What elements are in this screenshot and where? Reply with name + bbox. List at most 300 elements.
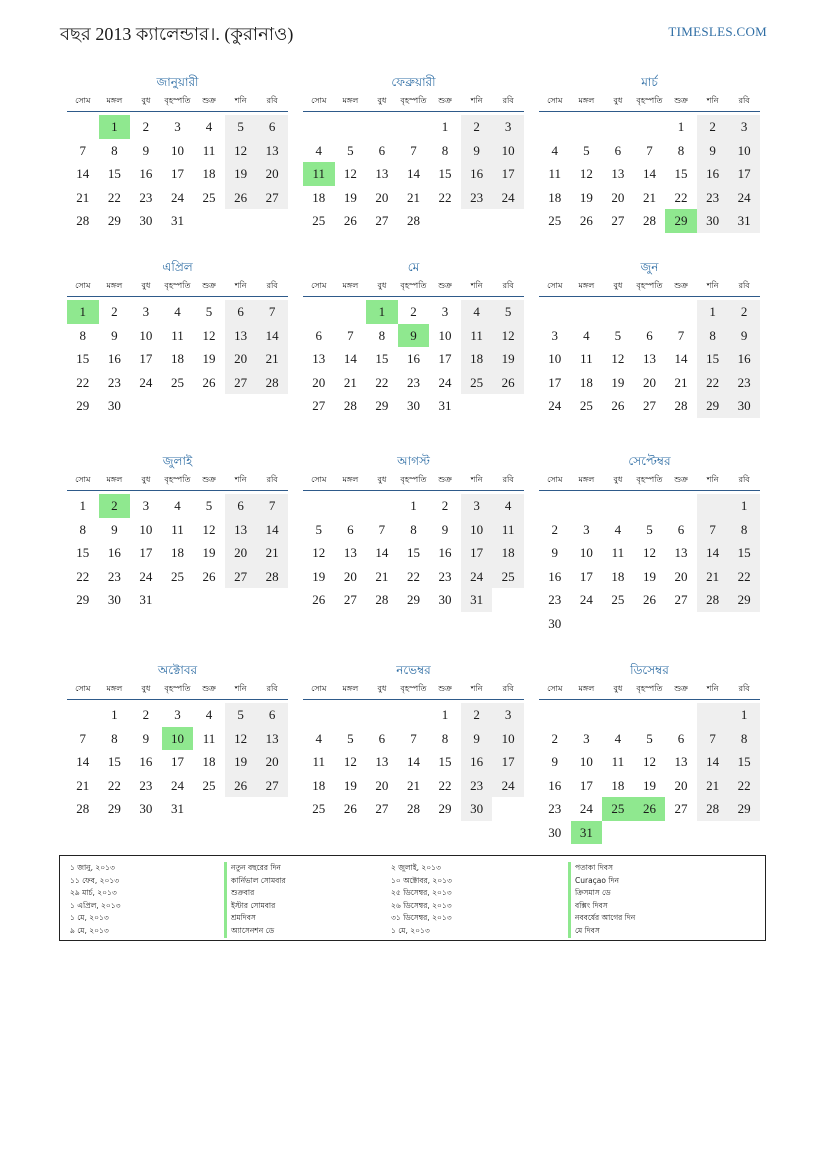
day-cell[interactable]: 15 (438, 166, 452, 181)
day-cell[interactable]: 19 (642, 777, 656, 793)
day-cell[interactable]: 12 (225, 139, 257, 163)
day-cell[interactable]: 20 (312, 374, 326, 390)
day-cell[interactable]: 4 (205, 707, 213, 722)
day-cell[interactable]: 5 (315, 521, 323, 537)
day-cell[interactable]: 10 (438, 327, 452, 343)
day-cell[interactable]: 20 (225, 541, 257, 565)
day-cell[interactable]: 14 (697, 541, 729, 565)
day-cell[interactable]: 26 (225, 186, 257, 210)
day-cell[interactable]: 25 (611, 592, 625, 607)
day-cell[interactable]: 1 (728, 494, 760, 518)
day-cell[interactable]: 30 (139, 801, 153, 816)
day-cell[interactable]: 27 (642, 398, 656, 413)
day-cell[interactable]: 22 (76, 568, 90, 584)
day-cell[interactable]: 5 (492, 300, 524, 324)
day-cell[interactable]: 27 (375, 801, 389, 816)
day-cell[interactable]: 24 (139, 568, 153, 584)
day-cell[interactable]: 2 (461, 703, 493, 727)
day-cell[interactable]: 20 (674, 568, 688, 584)
day-cell[interactable]: 18 (312, 189, 326, 205)
day-cell[interactable]: 14 (406, 166, 420, 181)
day-cell[interactable]: 19 (492, 347, 524, 371)
day-cell[interactable]: 20 (343, 568, 357, 584)
day-cell[interactable]: 22 (406, 568, 420, 584)
day-cell[interactable]: 28 (256, 371, 288, 395)
day-cell[interactable]: 3 (551, 327, 559, 343)
day-cell[interactable]: 25 (602, 797, 634, 821)
day-cell[interactable]: 31 (170, 213, 184, 228)
day-cell[interactable]: 15 (76, 545, 90, 560)
day-cell[interactable]: 25 (461, 371, 493, 395)
day-cell[interactable]: 29 (728, 797, 760, 821)
day-cell[interactable]: 19 (225, 750, 257, 774)
day-cell[interactable]: 3 (142, 498, 150, 513)
day-cell[interactable]: 27 (343, 592, 357, 607)
day-cell[interactable]: 5 (347, 142, 354, 158)
day-cell[interactable]: 20 (611, 189, 625, 205)
day-cell[interactable]: 8 (728, 727, 760, 751)
day-cell[interactable]: 7 (79, 142, 87, 158)
day-cell[interactable]: 28 (256, 565, 288, 589)
day-cell[interactable]: 18 (170, 351, 184, 366)
day-cell[interactable]: 19 (611, 374, 625, 390)
day-cell[interactable]: 19 (202, 545, 216, 560)
day-cell[interactable]: 10 (461, 518, 493, 542)
day-cell[interactable]: 8 (111, 730, 118, 746)
day-cell[interactable]: 21 (674, 374, 688, 390)
day-cell[interactable]: 26 (202, 374, 216, 390)
day-cell[interactable]: 22 (438, 189, 452, 205)
day-cell[interactable]: 31 (571, 821, 603, 845)
day-cell[interactable]: 21 (256, 541, 288, 565)
day-cell[interactable]: 17 (579, 777, 593, 793)
day-cell[interactable]: 1 (441, 707, 449, 722)
day-cell[interactable]: 11 (202, 730, 216, 746)
day-cell[interactable]: 28 (697, 588, 729, 612)
day-cell[interactable]: 7 (256, 300, 288, 324)
day-cell[interactable]: 30 (728, 394, 760, 418)
day-cell[interactable]: 17 (492, 750, 524, 774)
day-cell[interactable]: 16 (139, 166, 153, 181)
day-cell[interactable]: 18 (170, 545, 184, 560)
day-cell[interactable]: 27 (225, 565, 257, 589)
day-cell[interactable]: 6 (256, 115, 288, 139)
day-cell[interactable]: 19 (343, 189, 357, 205)
day-cell[interactable]: 7 (646, 142, 653, 158)
day-cell[interactable]: 23 (548, 801, 562, 816)
day-cell[interactable]: 9 (551, 754, 559, 769)
day-cell[interactable]: 8 (441, 730, 449, 746)
day-cell[interactable]: 16 (728, 347, 760, 371)
day-cell[interactable]: 17 (461, 541, 493, 565)
day-cell[interactable]: 8 (441, 142, 449, 158)
day-cell[interactable]: 20 (256, 750, 288, 774)
day-cell[interactable]: 18 (492, 541, 524, 565)
day-cell[interactable]: 12 (343, 754, 357, 769)
day-cell[interactable]: 18 (579, 374, 593, 390)
day-cell[interactable]: 29 (728, 588, 760, 612)
day-cell[interactable]: 22 (375, 374, 389, 390)
day-cell[interactable]: 12 (492, 324, 524, 348)
day-cell[interactable]: 15 (728, 541, 760, 565)
day-cell[interactable]: 6 (225, 494, 257, 518)
day-cell[interactable]: 13 (674, 545, 688, 560)
day-cell[interactable]: 11 (492, 518, 524, 542)
day-cell[interactable]: 23 (107, 568, 121, 584)
day-cell[interactable]: 7 (697, 727, 729, 751)
day-cell[interactable]: 28 (375, 592, 389, 607)
day-cell[interactable]: 30 (548, 824, 562, 840)
day-cell[interactable]: 16 (139, 754, 153, 769)
day-cell[interactable]: 2 (441, 498, 449, 513)
day-cell[interactable]: 22 (697, 371, 729, 395)
day-cell[interactable]: 14 (256, 518, 288, 542)
day-cell[interactable]: 1 (99, 115, 131, 139)
day-cell[interactable]: 22 (76, 374, 90, 390)
day-cell[interactable]: 25 (170, 568, 184, 584)
day-cell[interactable]: 26 (611, 398, 625, 413)
day-cell[interactable]: 12 (312, 545, 326, 560)
day-cell[interactable]: 1 (111, 707, 118, 722)
day-cell[interactable]: 1 (677, 119, 685, 134)
day-cell[interactable]: 11 (171, 327, 184, 343)
day-cell[interactable]: 7 (256, 494, 288, 518)
day-cell[interactable]: 3 (441, 304, 449, 319)
day-cell[interactable]: 28 (642, 213, 656, 228)
day-cell[interactable]: 14 (76, 754, 90, 769)
day-cell[interactable]: 10 (728, 139, 760, 163)
day-cell[interactable]: 30 (548, 615, 562, 631)
day-cell[interactable]: 27 (375, 213, 389, 228)
day-cell[interactable]: 7 (697, 518, 729, 542)
day-cell[interactable]: 29 (76, 592, 90, 607)
day-cell[interactable]: 6 (378, 142, 386, 158)
day-cell[interactable]: 21 (406, 777, 420, 793)
day-cell[interactable]: 17 (170, 754, 184, 769)
day-cell[interactable]: 22 (107, 189, 121, 205)
day-cell[interactable]: 21 (697, 565, 729, 589)
day-cell[interactable]: 24 (579, 592, 593, 607)
day-cell[interactable]: 11 (303, 162, 335, 186)
day-cell[interactable]: 18 (548, 189, 562, 205)
day-cell[interactable]: 4 (614, 730, 622, 746)
day-cell[interactable]: 23 (461, 774, 493, 798)
day-cell[interactable]: 10 (579, 754, 593, 769)
day-cell[interactable]: 27 (312, 398, 326, 413)
day-cell[interactable]: 3 (142, 304, 150, 319)
day-cell[interactable]: 9 (697, 139, 729, 163)
day-cell[interactable]: 19 (312, 568, 326, 584)
day-cell[interactable]: 26 (343, 213, 357, 228)
day-cell[interactable]: 23 (139, 189, 153, 205)
day-cell[interactable]: 9 (461, 727, 493, 751)
day-cell[interactable]: 23 (461, 186, 493, 210)
day-cell[interactable]: 15 (76, 351, 90, 366)
day-cell[interactable]: 29 (375, 398, 389, 413)
day-cell[interactable]: 10 (162, 727, 194, 751)
day-cell[interactable]: 2 (142, 119, 150, 134)
day-cell[interactable]: 19 (225, 162, 257, 186)
site-link[interactable]: TIMESLES.COM (668, 24, 767, 39)
day-cell[interactable]: 8 (79, 327, 87, 343)
day-cell[interactable]: 23 (697, 186, 729, 210)
day-cell[interactable]: 12 (343, 166, 357, 181)
day-cell[interactable]: 1 (410, 498, 417, 513)
day-cell[interactable]: 14 (343, 351, 357, 366)
day-cell[interactable]: 25 (202, 189, 216, 205)
day-cell[interactable]: 2 (461, 115, 493, 139)
day-cell[interactable]: 1 (67, 300, 99, 324)
day-cell[interactable]: 28 (406, 801, 420, 816)
day-cell[interactable]: 27 (674, 801, 688, 816)
day-cell[interactable]: 13 (611, 166, 625, 181)
day-cell[interactable]: 2 (111, 304, 118, 319)
day-cell[interactable]: 27 (611, 213, 625, 228)
day-cell[interactable]: 23 (139, 777, 153, 793)
day-cell[interactable]: 9 (398, 324, 430, 348)
day-cell[interactable]: 10 (579, 545, 593, 560)
day-cell[interactable]: 8 (111, 142, 118, 158)
day-cell[interactable]: 12 (202, 521, 216, 537)
day-cell[interactable]: 15 (728, 750, 760, 774)
day-cell[interactable]: 27 (256, 774, 288, 798)
day-cell[interactable]: 26 (343, 801, 357, 816)
day-cell[interactable]: 25 (202, 777, 216, 793)
day-cell[interactable]: 26 (312, 592, 326, 607)
day-cell[interactable]: 24 (579, 801, 593, 816)
day-cell[interactable]: 20 (375, 777, 389, 793)
day-cell[interactable]: 12 (225, 727, 257, 751)
day-cell[interactable]: 16 (107, 545, 121, 560)
day-cell[interactable]: 6 (378, 730, 386, 746)
day-cell[interactable]: 26 (579, 213, 593, 228)
day-cell[interactable]: 9 (461, 139, 493, 163)
day-cell[interactable]: 15 (697, 347, 729, 371)
day-cell[interactable]: 5 (205, 498, 213, 513)
day-cell[interactable]: 1 (79, 498, 87, 513)
day-cell[interactable]: 21 (406, 189, 420, 205)
day-cell[interactable]: 9 (111, 521, 118, 537)
day-cell[interactable]: 3 (174, 119, 181, 134)
day-cell[interactable]: 19 (343, 777, 357, 793)
day-cell[interactable]: 28 (76, 213, 90, 228)
day-cell[interactable]: 21 (343, 374, 357, 390)
day-cell[interactable]: 2 (551, 730, 559, 746)
day-cell[interactable]: 6 (315, 327, 323, 343)
day-cell[interactable]: 15 (107, 754, 121, 769)
day-cell[interactable]: 11 (548, 166, 562, 181)
day-cell[interactable]: 13 (642, 351, 656, 366)
day-cell[interactable]: 8 (697, 324, 729, 348)
day-cell[interactable]: 2 (697, 115, 729, 139)
day-cell[interactable]: 1 (366, 300, 398, 324)
day-cell[interactable]: 18 (461, 347, 493, 371)
day-cell[interactable]: 3 (492, 115, 524, 139)
day-cell[interactable]: 14 (674, 351, 688, 366)
day-cell[interactable]: 16 (461, 750, 493, 774)
day-cell[interactable]: 30 (697, 209, 729, 233)
day-cell[interactable]: 15 (375, 351, 389, 366)
day-cell[interactable]: 6 (614, 142, 622, 158)
day-cell[interactable]: 16 (548, 777, 562, 793)
day-cell[interactable]: 3 (174, 707, 181, 722)
day-cell[interactable]: 5 (583, 142, 590, 158)
day-cell[interactable]: 25 (170, 374, 184, 390)
day-cell[interactable]: 6 (225, 300, 257, 324)
day-cell[interactable]: 17 (139, 545, 153, 560)
day-cell[interactable]: 3 (583, 521, 590, 537)
day-cell[interactable]: 31 (461, 588, 493, 612)
day-cell[interactable]: 28 (406, 213, 420, 228)
day-cell[interactable]: 10 (492, 139, 524, 163)
day-cell[interactable]: 29 (697, 394, 729, 418)
day-cell[interactable]: 5 (646, 730, 653, 746)
day-cell[interactable]: 16 (438, 545, 452, 560)
day-cell[interactable]: 2 (99, 494, 131, 518)
day-cell[interactable]: 16 (461, 162, 493, 186)
day-cell[interactable]: 30 (461, 797, 493, 821)
day-cell[interactable]: 12 (642, 754, 656, 769)
day-cell[interactable]: 1 (441, 119, 449, 134)
day-cell[interactable]: 25 (312, 801, 326, 816)
day-cell[interactable]: 26 (492, 371, 524, 395)
day-cell[interactable]: 20 (674, 777, 688, 793)
day-cell[interactable]: 4 (614, 521, 622, 537)
day-cell[interactable]: 14 (76, 166, 90, 181)
day-cell[interactable]: 28 (343, 398, 357, 413)
day-cell[interactable]: 15 (107, 166, 121, 181)
day-cell[interactable]: 7 (410, 730, 417, 746)
day-cell[interactable]: 5 (646, 521, 653, 537)
day-cell[interactable]: 6 (677, 730, 685, 746)
day-cell[interactable]: 6 (677, 521, 685, 537)
day-cell[interactable]: 16 (548, 568, 562, 584)
day-cell[interactable]: 17 (579, 568, 593, 584)
day-cell[interactable]: 29 (107, 801, 121, 816)
day-cell[interactable]: 26 (642, 592, 656, 607)
day-cell[interactable]: 14 (642, 166, 656, 181)
day-cell[interactable]: 31 (438, 398, 452, 413)
day-cell[interactable]: 4 (583, 327, 590, 343)
day-cell[interactable]: 2 (551, 521, 559, 537)
day-cell[interactable]: 8 (410, 521, 417, 537)
day-cell[interactable]: 23 (728, 371, 760, 395)
day-cell[interactable]: 14 (697, 750, 729, 774)
day-cell[interactable]: 14 (375, 545, 389, 560)
day-cell[interactable]: 9 (111, 327, 118, 343)
day-cell[interactable]: 11 (312, 754, 326, 769)
day-cell[interactable]: 30 (139, 213, 153, 228)
day-cell[interactable]: 9 (728, 324, 760, 348)
day-cell[interactable]: 8 (728, 518, 760, 542)
day-cell[interactable]: 23 (406, 374, 420, 390)
day-cell[interactable]: 10 (548, 351, 562, 366)
day-cell[interactable]: 7 (410, 142, 417, 158)
day-cell[interactable]: 29 (107, 213, 121, 228)
day-cell[interactable]: 29 (406, 592, 420, 607)
day-cell[interactable]: 4 (551, 142, 559, 158)
day-cell[interactable]: 23 (438, 568, 452, 584)
day-cell[interactable]: 24 (548, 398, 562, 413)
day-cell[interactable]: 13 (225, 324, 257, 348)
day-cell[interactable]: 13 (256, 727, 288, 751)
day-cell[interactable]: 11 (202, 142, 216, 158)
day-cell[interactable]: 17 (139, 351, 153, 366)
day-cell[interactable]: 20 (225, 347, 257, 371)
day-cell[interactable]: 24 (492, 774, 524, 798)
day-cell[interactable]: 4 (492, 494, 524, 518)
day-cell[interactable]: 22 (438, 777, 452, 793)
day-cell[interactable]: 4 (315, 142, 323, 158)
day-cell[interactable]: 25 (312, 213, 326, 228)
day-cell[interactable]: 18 (202, 754, 216, 769)
day-cell[interactable]: 20 (642, 374, 656, 390)
day-cell[interactable]: 3 (583, 730, 590, 746)
day-cell[interactable]: 3 (728, 115, 760, 139)
day-cell[interactable]: 19 (642, 568, 656, 584)
day-cell[interactable]: 21 (375, 568, 389, 584)
day-cell[interactable]: 10 (139, 521, 153, 537)
day-cell[interactable]: 26 (634, 797, 666, 821)
day-cell[interactable]: 1 (697, 300, 729, 324)
day-cell[interactable]: 13 (312, 351, 326, 366)
day-cell[interactable]: 11 (580, 351, 593, 366)
day-cell[interactable]: 29 (76, 398, 90, 413)
day-cell[interactable]: 14 (406, 754, 420, 769)
day-cell[interactable]: 6 (256, 703, 288, 727)
day-cell[interactable]: 28 (697, 797, 729, 821)
day-cell[interactable]: 1 (728, 703, 760, 727)
day-cell[interactable]: 7 (79, 730, 87, 746)
day-cell[interactable]: 24 (139, 374, 153, 390)
day-cell[interactable]: 19 (579, 189, 593, 205)
day-cell[interactable]: 30 (406, 398, 420, 413)
day-cell[interactable]: 21 (76, 777, 90, 793)
day-cell[interactable]: 22 (728, 565, 760, 589)
day-cell[interactable]: 13 (375, 754, 389, 769)
day-cell[interactable]: 12 (611, 351, 625, 366)
day-cell[interactable]: 21 (642, 189, 656, 205)
day-cell[interactable]: 27 (256, 186, 288, 210)
day-cell[interactable]: 11 (171, 521, 184, 537)
day-cell[interactable]: 8 (378, 327, 386, 343)
day-cell[interactable]: 13 (225, 518, 257, 542)
day-cell[interactable]: 18 (611, 777, 625, 793)
day-cell[interactable]: 4 (174, 304, 181, 319)
day-cell[interactable]: 22 (728, 774, 760, 798)
day-cell[interactable]: 22 (107, 777, 121, 793)
day-cell[interactable]: 3 (492, 703, 524, 727)
day-cell[interactable]: 17 (548, 374, 562, 390)
day-cell[interactable]: 5 (614, 327, 622, 343)
day-cell[interactable]: 24 (461, 565, 493, 589)
day-cell[interactable]: 11 (611, 754, 625, 769)
day-cell[interactable]: 4 (461, 300, 493, 324)
day-cell[interactable]: 20 (256, 162, 288, 186)
day-cell[interactable]: 27 (225, 371, 257, 395)
day-cell[interactable]: 24 (438, 374, 452, 390)
day-cell[interactable]: 9 (142, 142, 150, 158)
day-cell[interactable]: 17 (492, 162, 524, 186)
day-cell[interactable]: 5 (225, 115, 257, 139)
day-cell[interactable]: 21 (256, 347, 288, 371)
day-cell[interactable]: 6 (347, 521, 354, 537)
day-cell[interactable]: 31 (728, 209, 760, 233)
day-cell[interactable]: 24 (492, 186, 524, 210)
day-cell[interactable]: 5 (205, 304, 213, 319)
day-cell[interactable]: 4 (174, 498, 181, 513)
day-cell[interactable]: 13 (343, 545, 357, 560)
